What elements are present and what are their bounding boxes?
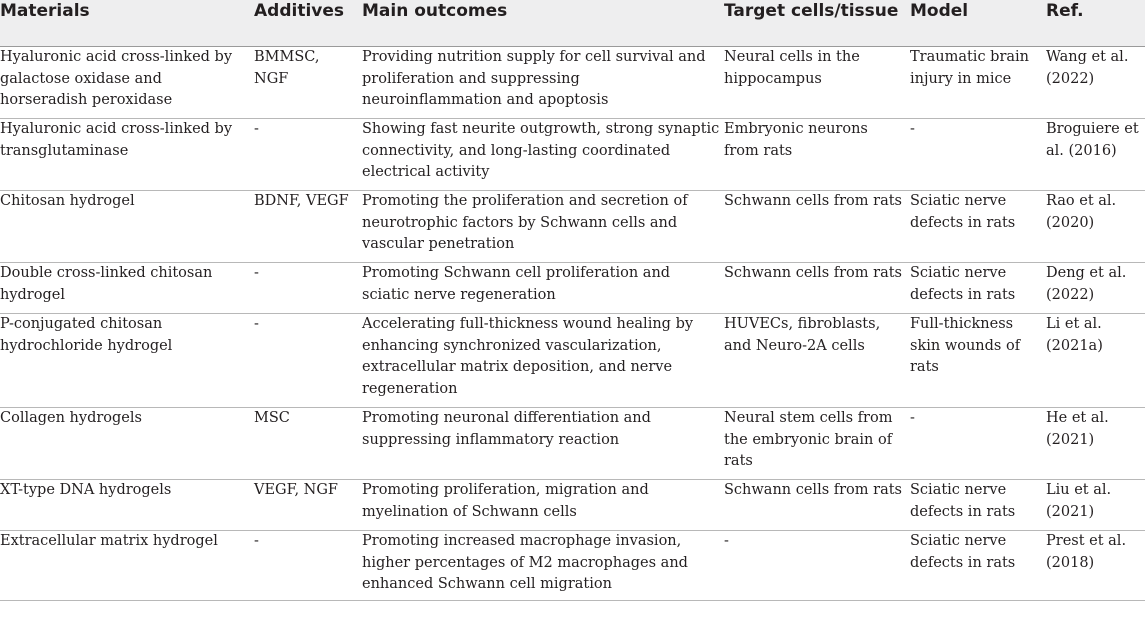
cell-model: - [910,119,1046,191]
cell-materials: P-conjugated chitosan hydrochloride hydrogel [0,314,254,408]
cell-materials: Hyaluronic acid cross-linked by transglutaminase [0,119,254,191]
cell-target: Neural stem cells from the embryonic brain of rats [724,408,910,480]
cell-outcomes: Promoting proliferation, migration and myelination of Schwann cells [362,480,724,531]
cell-materials: Extracellular matrix hydrogel [0,531,254,601]
cell-additives: - [254,314,362,408]
cell-target: HUVECs, fibroblasts, and Neuro-2A cells [724,314,910,408]
cell-ref: Broguiere et al. (2016) [1046,119,1145,191]
cell-additives: - [254,119,362,191]
cell-target: Schwann cells from rats [724,191,910,263]
header-materials: Materials [0,0,254,47]
cell-outcomes: Providing nutrition supply for cell survival and proliferation and suppressing neuroinflammation and apoptosis [362,47,724,119]
cell-ref: Liu et al. (2021) [1046,480,1145,531]
cell-outcomes: Showing fast neurite outgrowth, strong synaptic connectivity, and long-lasting coordinated electrical activity [362,119,724,191]
cell-materials: XT-type DNA hydrogels [0,480,254,531]
cell-ref: Prest et al. (2018) [1046,531,1145,601]
table-row [0,480,1145,531]
header-target-cells: Target cells/tissue [724,0,910,47]
cell-model: Sciatic nerve defects in rats [910,191,1046,263]
cell-outcomes: Promoting neuronal differentiation and suppressing inflammatory reaction [362,408,724,480]
cell-target: - [724,531,910,601]
cell-materials: Collagen hydrogels [0,408,254,480]
table-row [0,531,1145,601]
cell-model: - [910,408,1046,480]
cell-target: Embryonic neurons from rats [724,119,910,191]
cell-materials: Double cross-linked chitosan hydrogel [0,263,254,314]
header-model: Model [910,0,1046,47]
cell-additives: VEGF, NGF [254,480,362,531]
cell-outcomes: Promoting Schwann cell proliferation and sciatic nerve regeneration [362,263,724,314]
cell-ref: Deng et al. (2022) [1046,263,1145,314]
table-body [0,47,1145,601]
cell-target: Neural cells in the hippocampus [724,47,910,119]
cell-model: Full-thickness skin wounds of rats [910,314,1046,408]
cell-model: Sciatic nerve defects in rats [910,480,1046,531]
cell-target: Schwann cells from rats [724,480,910,531]
table-row [0,408,1145,480]
table-row [0,191,1145,263]
cell-additives: - [254,263,362,314]
cell-additives: BMMSC, NGF [254,47,362,119]
cell-additives: - [254,531,362,601]
cell-outcomes: Promoting increased macrophage invasion, higher percentages of M2 macrophages and enhanced Schwann cell migration [362,531,724,601]
cell-model: Sciatic nerve defects in rats [910,263,1046,314]
cell-additives: BDNF, VEGF [254,191,362,263]
cell-model: Traumatic brain injury in mice [910,47,1046,119]
table-row [0,314,1145,408]
cell-ref: He et al. (2021) [1046,408,1145,480]
cell-additives: MSC [254,408,362,480]
table-row [0,47,1145,119]
cell-model: Sciatic nerve defects in rats [910,531,1046,601]
header-main-outcomes: Main outcomes [362,0,724,47]
cell-materials: Chitosan hydrogel [0,191,254,263]
cell-ref: Wang et al. (2022) [1046,47,1145,119]
header-ref: Ref. [1046,0,1145,47]
table-row [0,263,1145,314]
header-row [0,0,1145,47]
cell-target: Schwann cells from rats [724,263,910,314]
header-additives: Additives [254,0,362,47]
cell-ref: Li et al. (2021a) [1046,314,1145,408]
cell-ref: Rao et al. (2020) [1046,191,1145,263]
cell-outcomes: Accelerating full-thickness wound healing by enhancing synchronized vascularization, extracellular matrix deposition, and nerve regeneration [362,314,724,408]
cell-materials: Hyaluronic acid cross-linked by galactose oxidase and horseradish peroxidase [0,47,254,119]
table-row [0,119,1145,191]
cell-outcomes: Promoting the proliferation and secretion of neurotrophic factors by Schwann cells and vascular penetration [362,191,724,263]
table-header [0,0,1145,47]
